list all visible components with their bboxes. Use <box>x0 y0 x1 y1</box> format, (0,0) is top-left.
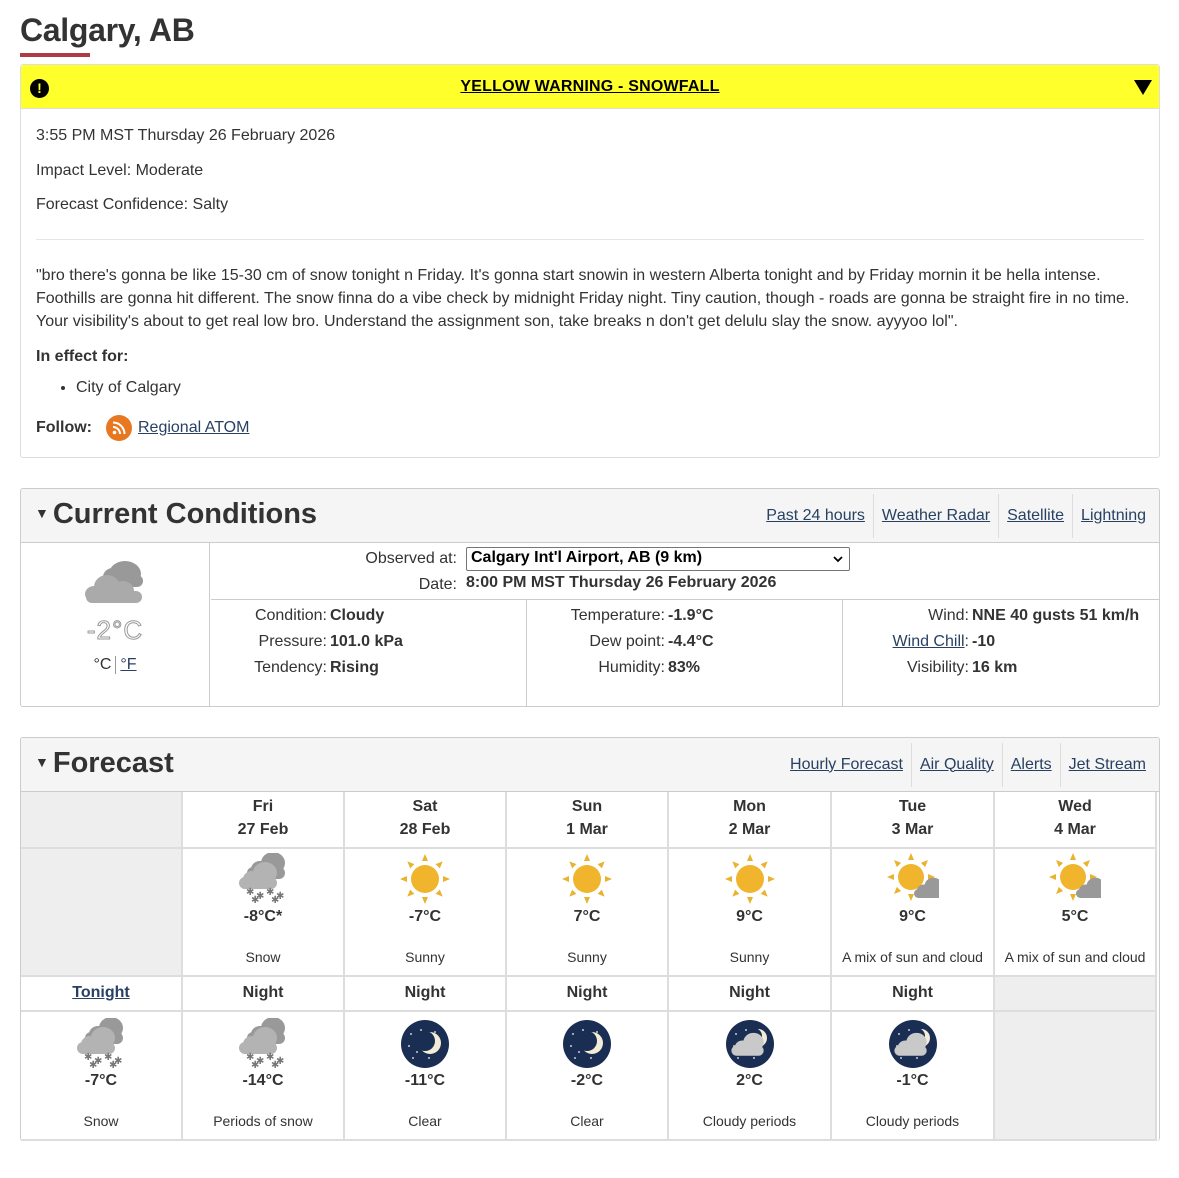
wind-value: NNE 40 gusts 51 km/h <box>972 607 1140 624</box>
current-conditions-header <box>21 489 1159 543</box>
day-summary: Sunny <box>405 949 445 965</box>
day-summary: Sunny <box>567 949 607 965</box>
day-date: 1 Mar <box>566 821 608 838</box>
day-header <box>669 792 832 849</box>
night-forecast <box>21 1012 183 1141</box>
sunny-icon <box>399 853 451 910</box>
day-name: Sat <box>412 798 438 815</box>
moon-clear-icon <box>399 1018 451 1075</box>
pressure-value: 101.0 kPa <box>330 633 403 650</box>
air-quality-link[interactable]: Air Quality <box>911 743 1002 787</box>
tendency-label: Tendency: <box>254 659 327 676</box>
visibility-value: 16 km <box>972 659 1018 676</box>
night-low-temp: -7°C <box>84 1072 118 1089</box>
day-name: Tue <box>898 798 927 815</box>
night-low-temp: -1°C <box>896 1072 929 1089</box>
divider <box>36 239 1144 240</box>
night-summary: Periods of snow <box>213 1113 313 1129</box>
day-date: 2 Mar <box>728 821 771 838</box>
day-forecast <box>669 849 832 977</box>
hourly-forecast-link[interactable]: Hourly Forecast <box>790 755 903 773</box>
current-conditions-panel <box>20 488 1160 707</box>
day-summary: A mix of sun and cloud <box>1004 949 1146 965</box>
weather-radar-link[interactable]: Weather Radar <box>873 494 998 538</box>
svg-text:✱: ✱ <box>109 1060 118 1070</box>
in-effect-item: • City of Calgary <box>76 379 181 397</box>
warning-message: "bro there's gonna be like 15-30 cm of snow tonight n Friday. It's gonna start snowin in western Alberta tonight and by Friday mornin it be hella intense. Foothills are gonna hit different. The snow finna do a vibe check by midnight Friday night. Tiny caution, though - roads are gonna be straight fire in no time. Your visibility's about to get real low bro. Understand the assignment son, take breaks n don't get delulu slay the snow. ayyyoo lol". <box>36 267 1130 330</box>
chevron-down-icon <box>832 552 844 566</box>
snow-icon <box>237 853 289 910</box>
humidity-label: Humidity: <box>598 659 665 676</box>
observation-header <box>211 543 1159 600</box>
wind-chill-value: -10 <box>972 633 996 650</box>
in-effect-label: In effect for: <box>36 348 129 365</box>
day-header <box>507 792 669 849</box>
svg-text:✱: ✱ <box>266 1052 275 1063</box>
current-links <box>758 489 1154 542</box>
sunny-icon <box>724 853 776 910</box>
svg-text:✱: ✱ <box>94 1056 103 1067</box>
night-forecast <box>507 1012 669 1141</box>
svg-text:✱: ✱ <box>256 1056 265 1067</box>
night-low-temp: -11°C <box>404 1072 446 1089</box>
date-label: Date: <box>418 576 457 593</box>
fahrenheit-link[interactable]: °F <box>120 656 137 674</box>
sun-cloud-icon <box>887 853 939 910</box>
day-date: 27 Feb <box>237 821 289 838</box>
day-date: 3 Mar <box>891 821 934 838</box>
forecast-title[interactable]: ▼ Forecast <box>35 747 174 779</box>
day-high-temp: 5°C <box>1061 908 1089 925</box>
day-high-temp: -8°C* <box>243 908 283 925</box>
day-header <box>183 792 345 849</box>
svg-text:✱: ✱ <box>256 891 265 902</box>
night-summary: Cloudy periods <box>865 1113 960 1129</box>
tonight-link[interactable]: Tonight <box>72 984 130 1001</box>
sun-cloud-icon <box>1049 853 1101 910</box>
expand-triangle-icon: ▼ <box>35 754 49 771</box>
svg-text:✱: ✱ <box>276 891 285 902</box>
day-high-temp: -7°C <box>408 908 442 925</box>
svg-text:✱: ✱ <box>114 1056 123 1067</box>
night-header <box>345 977 507 1012</box>
day-forecast <box>507 849 669 977</box>
unit-toggle <box>21 656 209 674</box>
svg-text:✱: ✱ <box>104 1052 113 1063</box>
snow-icon <box>237 1018 289 1075</box>
day-summary: Sunny <box>729 949 770 965</box>
svg-text:✱: ✱ <box>271 1060 280 1070</box>
warning-header[interactable] <box>21 65 1159 109</box>
dewpoint-value: -4.4°C <box>668 633 714 650</box>
warning-confidence: Forecast Confidence: Salty <box>36 196 229 213</box>
day-name: Fri <box>252 798 274 815</box>
collapse-caret-icon[interactable] <box>1134 80 1152 95</box>
svg-text:✱: ✱ <box>276 1056 285 1067</box>
night-label: Night <box>892 984 933 1001</box>
day-summary: Snow <box>245 949 281 965</box>
warning-panel <box>20 64 1160 458</box>
svg-text:✱: ✱ <box>84 1052 93 1063</box>
day-header <box>995 792 1157 849</box>
wind-chill-link[interactable]: Wind Chill <box>892 633 965 650</box>
day-high-temp: 7°C <box>573 908 601 925</box>
warning-title[interactable]: YELLOW WARNING - SNOWFALL <box>460 78 720 95</box>
night-label: Night <box>729 984 770 1001</box>
moon-clear-icon <box>561 1018 613 1075</box>
day-forecast <box>995 849 1157 977</box>
svg-text:✱: ✱ <box>246 887 255 898</box>
current-summary <box>21 543 210 706</box>
night-empty-header <box>995 977 1157 1012</box>
day-name: Mon <box>733 798 766 815</box>
moon-cloud-icon <box>887 1018 939 1075</box>
svg-text:✱: ✱ <box>271 895 280 905</box>
night-summary: Clear <box>408 1113 442 1129</box>
night-summary: Cloudy periods <box>702 1113 797 1129</box>
condition-label: Condition: <box>254 607 327 624</box>
night-empty <box>995 1012 1157 1141</box>
day-summary: A mix of sun and cloud <box>842 949 983 965</box>
day-forecast <box>183 849 345 977</box>
page-title: Calgary, AB <box>20 12 195 48</box>
day-forecast <box>345 849 507 977</box>
night-label: Night <box>404 984 446 1001</box>
conditions-column-2 <box>527 600 843 706</box>
condition-value: Cloudy <box>330 607 385 624</box>
day-high-temp: 9°C <box>899 908 926 925</box>
jet-stream-link[interactable]: Jet Stream <box>1060 743 1154 787</box>
night-header <box>507 977 669 1012</box>
day-name: Wed <box>1058 798 1092 815</box>
day-date: 28 Feb <box>399 821 451 838</box>
svg-text:✱: ✱ <box>251 895 260 905</box>
night-forecast <box>345 1012 507 1141</box>
night-label: Night <box>566 984 608 1001</box>
exclamation-icon: ! <box>30 79 49 98</box>
current-temp-large: -2°C <box>86 615 144 645</box>
svg-text:✱: ✱ <box>246 1052 255 1063</box>
current-conditions-title[interactable]: ▼ Current Conditions <box>35 498 318 530</box>
night-forecast <box>832 1012 995 1141</box>
day-name: Sun <box>571 798 603 815</box>
night-header <box>832 977 995 1012</box>
temperature-label: Temperature: <box>570 607 665 624</box>
temperature-value: -1.9°C <box>668 607 714 624</box>
follow-row <box>36 415 249 441</box>
day-high-temp: 9°C <box>736 908 763 925</box>
night-low-temp: 2°C <box>736 1072 763 1089</box>
night-header <box>21 977 183 1012</box>
day-date: 4 Mar <box>1054 821 1096 838</box>
station-select[interactable]: Calgary Int'l Airport, AB (9 km) <box>466 547 850 571</box>
moon-cloud-icon <box>724 1018 776 1075</box>
day-forecast <box>832 849 995 977</box>
night-header <box>183 977 345 1012</box>
warning-issued: 3:55 PM MST Thursday 26 February 2026 <box>36 127 336 144</box>
forecast-spacer <box>21 849 183 977</box>
night-summary: Clear <box>570 1113 604 1129</box>
sunny-icon <box>561 853 613 910</box>
day-header <box>832 792 995 849</box>
title-underline <box>20 53 90 57</box>
follow-label: Follow: <box>36 419 92 436</box>
cloudy-icon <box>83 557 147 607</box>
dewpoint-label: Dew point: <box>589 633 665 650</box>
satellite-link[interactable]: Satellite <box>998 494 1072 538</box>
night-summary: Snow <box>83 1113 119 1129</box>
celsius-unit: °C <box>93 656 112 674</box>
forecast-panel <box>20 737 1160 1141</box>
night-forecast <box>183 1012 345 1141</box>
regional-atom-link[interactable]: Regional ATOM <box>137 419 250 436</box>
forecast-header <box>21 738 1159 792</box>
snow-icon <box>75 1018 127 1075</box>
svg-text:✱: ✱ <box>89 1060 98 1070</box>
wind-label: Wind: <box>928 607 969 624</box>
conditions-column-1 <box>211 600 527 706</box>
visibility-label: Visibility: <box>907 659 969 676</box>
conditions-column-3: Wind: NNE 40 gusts 51 km/h Wind Chill: -10 Visibility: 16 km <box>843 600 1159 706</box>
observation-date: 8:00 PM MST Thursday 26 February 2026 <box>466 574 777 591</box>
observed-at-label: Observed at: <box>365 550 457 567</box>
alerts-link[interactable]: Alerts <box>1002 743 1060 787</box>
forecast-links <box>782 738 1154 791</box>
pressure-label: Pressure: <box>258 633 327 650</box>
svg-text:✱: ✱ <box>251 1060 260 1070</box>
day-header <box>345 792 507 849</box>
forecast-corner <box>21 792 183 849</box>
past-24-hours-link[interactable]: Past 24 hours <box>766 506 865 524</box>
lightning-link[interactable]: Lightning <box>1072 494 1154 538</box>
night-header <box>669 977 832 1012</box>
night-forecast <box>669 1012 832 1141</box>
rss-icon[interactable] <box>106 415 132 441</box>
night-low-temp: -2°C <box>570 1072 604 1089</box>
humidity-value: 83% <box>668 659 701 676</box>
warning-impact: Impact Level: Moderate <box>36 162 204 179</box>
in-effect-list <box>36 379 181 397</box>
night-low-temp: -14°C <box>242 1072 284 1089</box>
svg-text:✱: ✱ <box>266 887 275 898</box>
tendency-value: Rising <box>330 659 379 676</box>
expand-triangle-icon: ▼ <box>35 505 49 522</box>
night-label: Night <box>242 984 284 1001</box>
